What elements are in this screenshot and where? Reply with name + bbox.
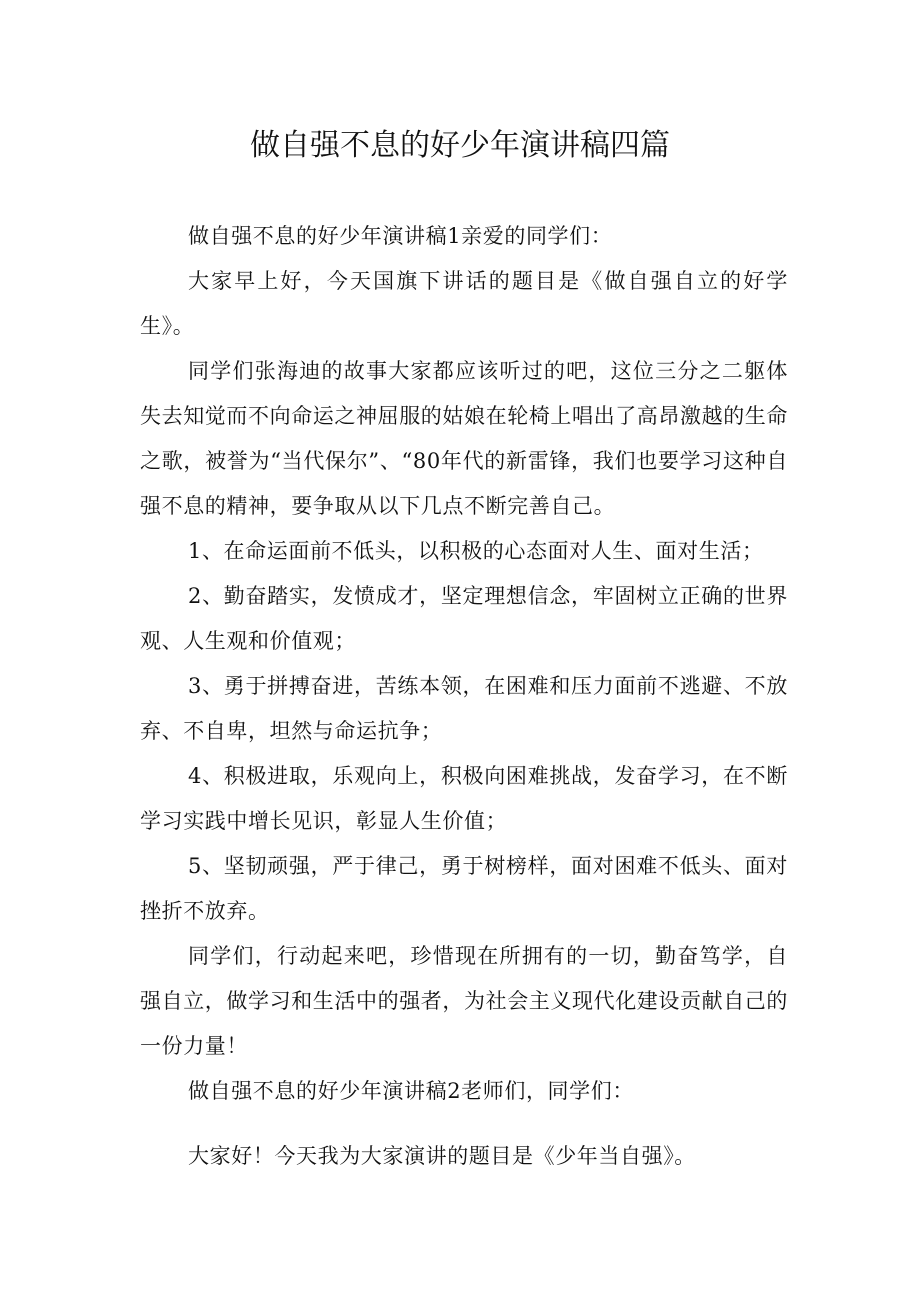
paragraph-point-2: 2、勤奋踏实，发愤成才，坚定理想信念，牢固树立正确的世界观、人生观和价值观； [140, 584, 788, 653]
paragraph-point-1: 1、在命运面前不低头，以积极的心态面对人生、面对生活； [188, 539, 764, 563]
paragraph-zhang-haidi: 同学们张海迪的故事大家都应该听过的吧，这位三分之二躯体失去知觉而不向命运之神屈服的姑娘在轮椅上唱出了高昂激越的生命之歌，被誉为“当代保尔”、“80年代的新雷锋，我们也要学习这种自强不息的精神，要争取从以下几点不断完善自己。 [140, 359, 788, 518]
paragraph-speech1-greeting: 做自强不息的好少年演讲稿1亲爱的同学们： [188, 224, 613, 248]
paragraph-speech-topic: 大家早上好，今天国旗下讲话的题目是《做自强自立的好学生》。 [140, 269, 788, 338]
paragraph-speech2-topic: 大家好！今天我为大家演讲的题目是《少年当自强》。 [188, 1144, 696, 1168]
paragraph-point-4: 4、积极进取，乐观向上，积极向困难挑战，发奋学习，在不断学习实践中增长见识，彰显人生价值； [140, 764, 788, 833]
paragraph-point-3: 3、勇于拼搏奋进，苦练本领，在困难和压力面前不逃避、不放弃、不自卑，坦然与命运抗争； [140, 674, 788, 743]
document-body [140, 214, 788, 1179]
paragraph-call-to-action: 同学们，行动起来吧，珍惜现在所拥有的一切，勤奋笃学，自强自立，做学习和生活中的强者，为社会主义现代化建设贡献自己的一份力量！ [140, 944, 788, 1058]
document-title: 做自强不息的好少年演讲稿四篇 [250, 128, 670, 163]
paragraph-point-5: 5、坚韧顽强，严于律己，勇于树榜样，面对困难不低头、面对挫折不放弃。 [140, 854, 788, 923]
paragraph-speech2-greeting: 做自强不息的好少年演讲稿2老师们，同学们： [188, 1079, 634, 1103]
